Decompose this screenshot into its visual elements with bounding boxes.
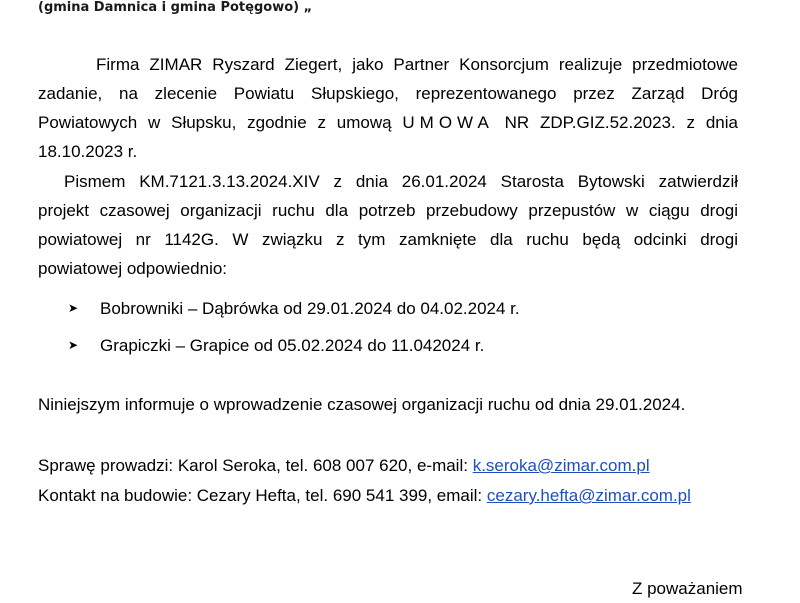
site-contact-text: Kontakt na budowie: Cezary Hefta, tel. 690 541 399, email: <box>38 486 487 505</box>
contract-word-spaced: UMOWA <box>402 113 494 132</box>
traffic-info-line: Niniejszym informuje o wprowadzenie czasowej organizacji ruchu od dnia 29.01.2024. <box>38 395 686 414</box>
site-email-link[interactable]: cezary.hefta@zimar.com.pl <box>486 486 691 505</box>
paragraph-line-part: Powiatowych w Słupsku, zgodnie z umową <box>38 113 403 132</box>
paragraph-line <box>38 108 738 137</box>
paragraph-traffic-approval <box>38 167 738 283</box>
list-item-text: Bobrowniki – Dąbrówka od 29.01.2024 do 04.02.2024 r. <box>100 299 520 318</box>
list-item <box>68 290 520 327</box>
list-item <box>68 327 520 364</box>
paragraph-line: powiatowej nr 1142G. W związku z tym zamknięte dla ruchu będą odcinki drogi <box>38 230 738 249</box>
document-header-fragment: (gmina Damnica i gmina Potęgowo) „ <box>38 0 313 15</box>
case-contact-text: Sprawę prowadzi: Karol Seroka, tel. 608 007 620, e-mail: <box>38 456 473 475</box>
arrow-bullet-icon: ➤ <box>68 338 79 352</box>
list-item-text: Grapiczki – Grapice od 05.02.2024 do 11.042024 r. <box>100 336 485 355</box>
case-email-link[interactable]: k.seroka@zimar.com.pl <box>472 456 650 475</box>
paragraph-line: powiatowej odpowiednio: <box>38 259 228 278</box>
paragraph-line: 18.10.2023 r. <box>38 142 138 161</box>
site-contact-line <box>38 481 691 510</box>
case-contact-line <box>38 451 650 480</box>
paragraph-line-part: NR ZDP.GIZ.52.2023. z dnia <box>493 113 738 132</box>
arrow-bullet-icon: ➤ <box>68 301 79 315</box>
closing-salutation: Z poważaniem <box>632 579 743 598</box>
paragraph-line: projekt czasowej organizacji ruchu dla potrzeb przebudowy przepustów w ciągu drogi <box>38 201 738 220</box>
paragraph-line: zadanie, na zlecenie Powiatu Słupskiego, reprezentowanego przez Zarząd Dróg <box>38 84 738 103</box>
paragraph-contract-info <box>38 50 738 166</box>
paragraph-line: Firma ZIMAR Ryszard Ziegert, jako Partner Konsorcjum realizuje przedmiotowe <box>96 55 738 74</box>
road-closure-list <box>68 290 520 364</box>
paragraph-line: Pismem KM.7121.3.13.2024.XIV z dnia 26.01.2024 Starosta Bytowski zatwierdził <box>64 172 738 191</box>
